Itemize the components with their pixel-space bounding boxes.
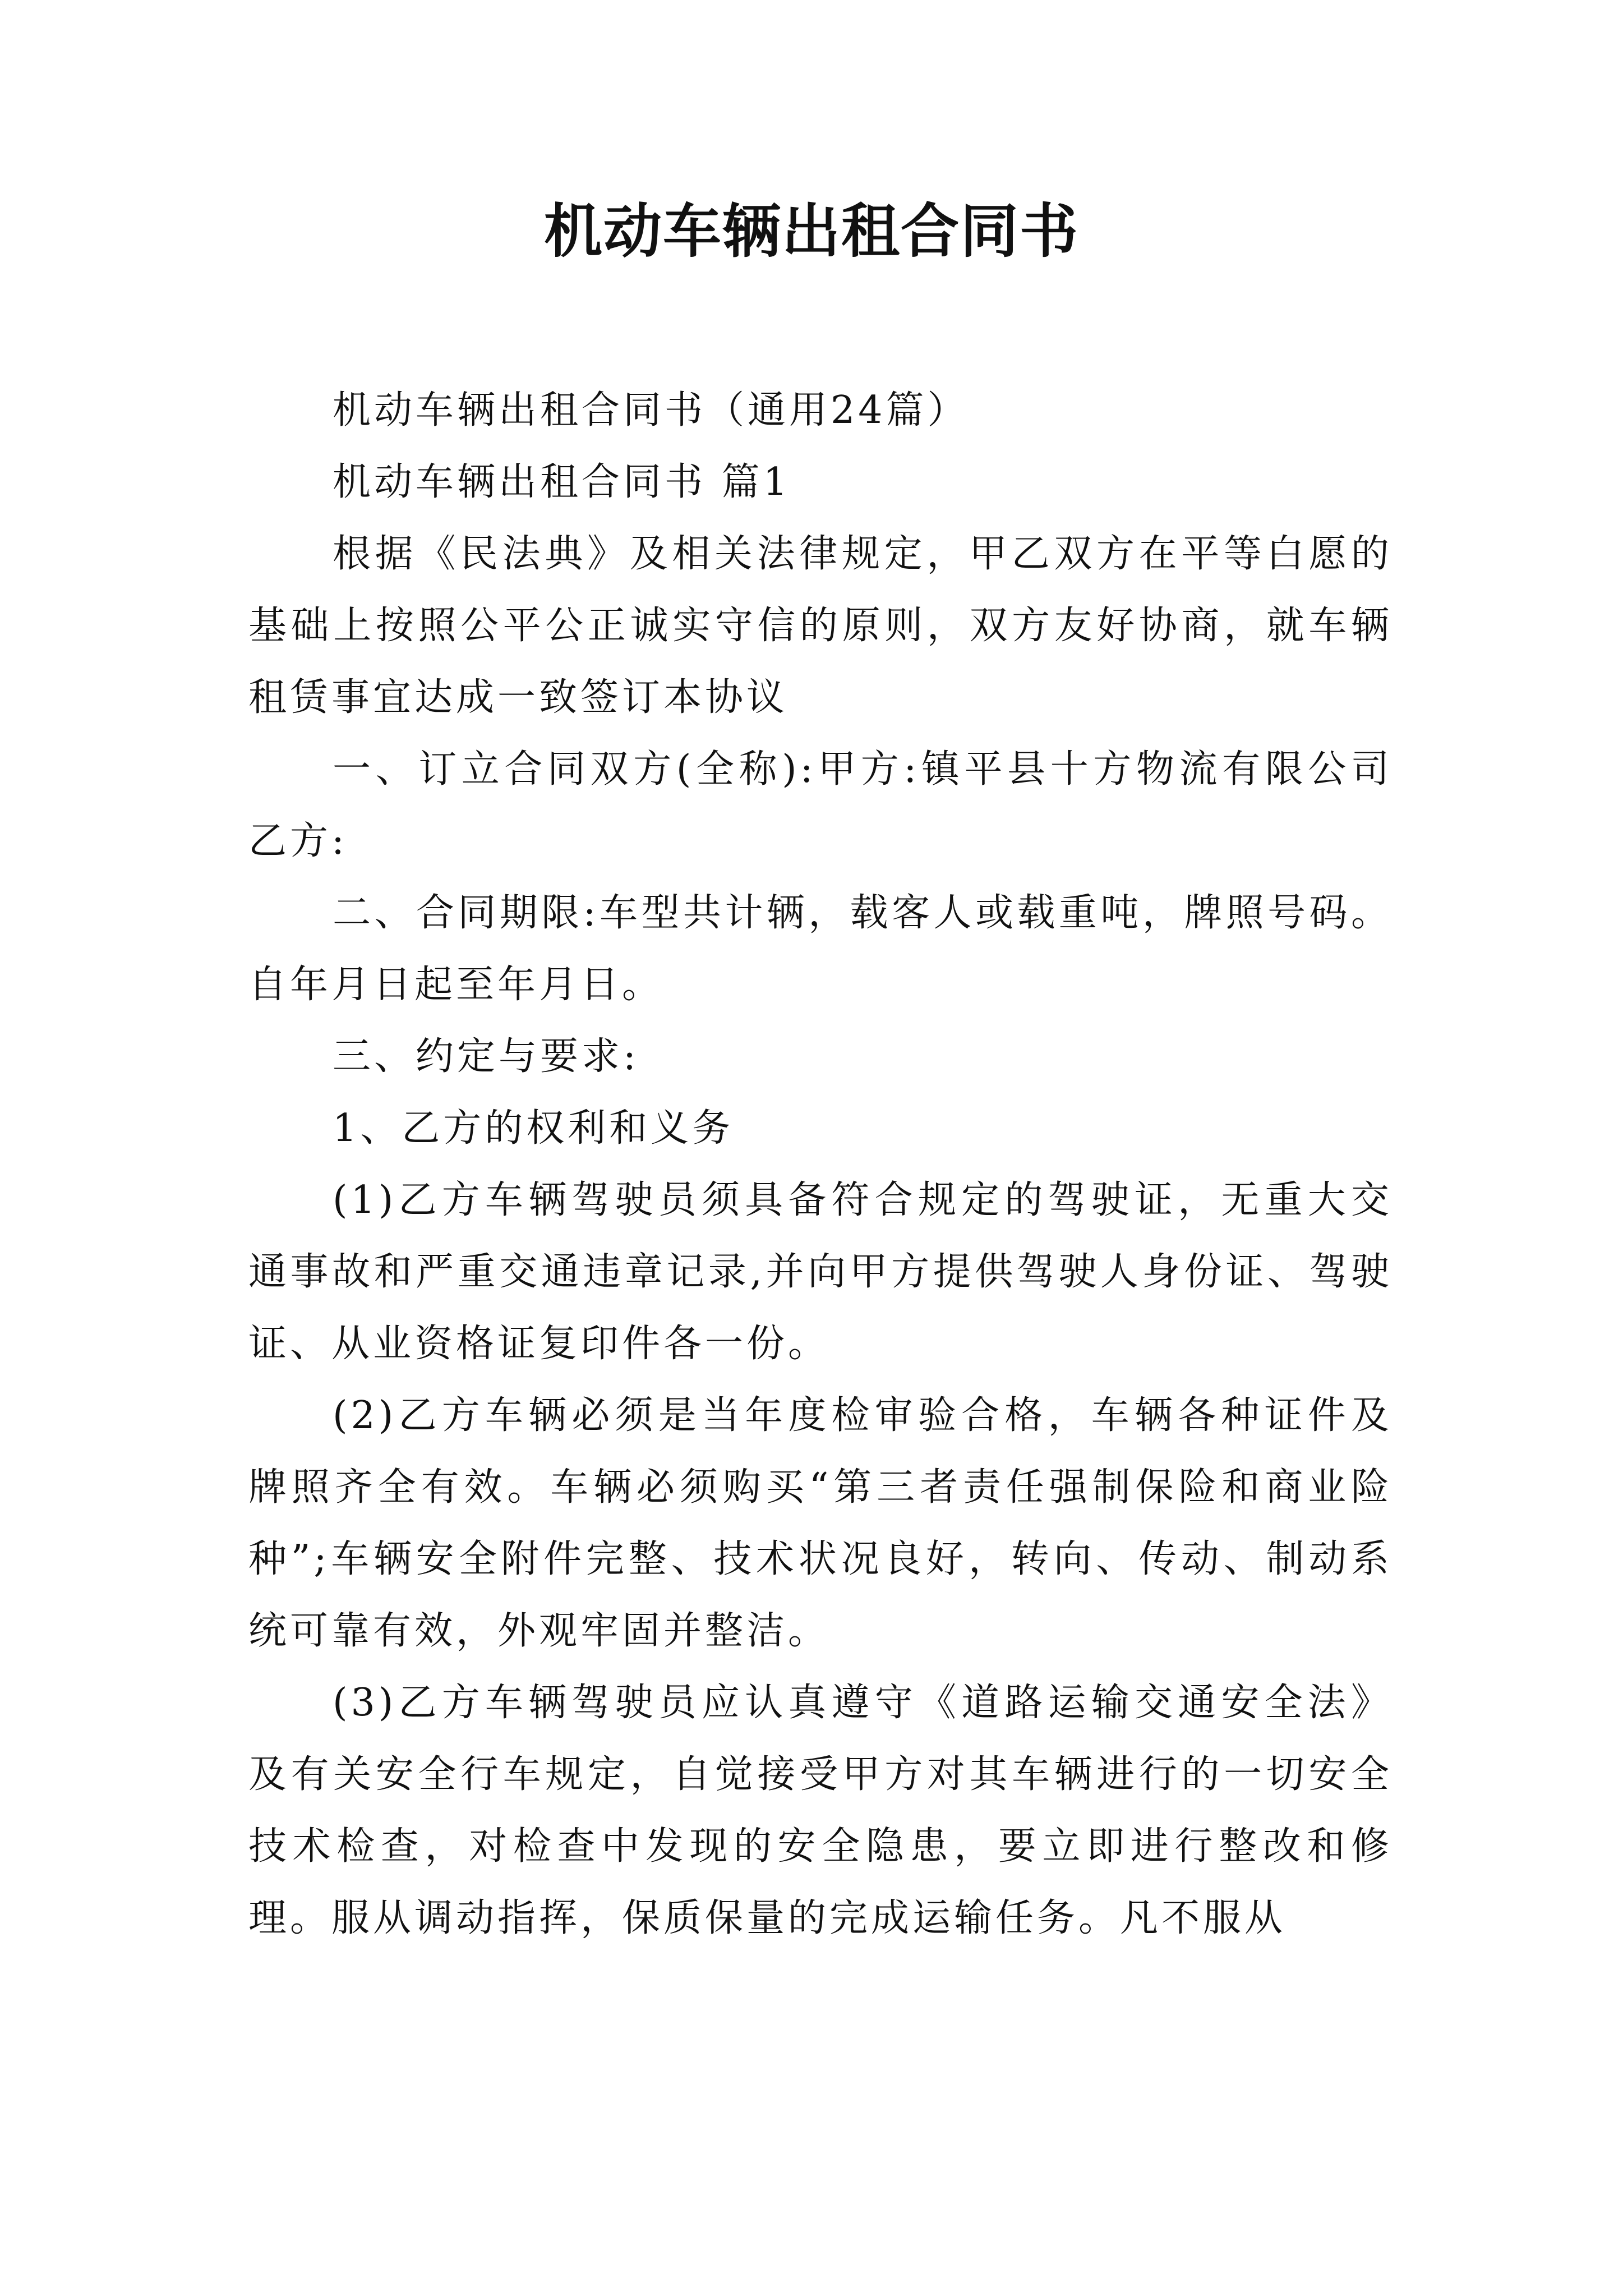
paragraph-item-1: (1)乙方车辆驾驶员须具备符合规定的驾驶证，无重大交通事故和严重交通违章记录,并向甲方提供驾驶人身份证、驾驶证、从业资格证复印件各一份。: [248, 1178, 1393, 1366]
paragraph-section-heading: 机动车辆出租合同书 篇1: [333, 460, 791, 504]
document-title: 机动车辆出租合同书: [543, 196, 1079, 265]
paragraph-clause-1: 一、订立合同双方(全称):甲方:镇平县十方物流有限公司乙方:: [248, 747, 1393, 863]
paragraph-subtitle: 机动车辆出租合同书（通用24篇）: [333, 388, 969, 432]
paragraph-item-3: (3)乙方车辆驾驶员应认真遵守《道路运输交通安全法》及有关安全行车规定，自觉接受甲方对其车辆进行的一切安全技术检查，对检查中发现的安全隐患，要立即进行整改和修理。服从调动指挥，保质保量的完成运输任务。凡不服从: [248, 1681, 1393, 1940]
paragraph-preamble: 根据《民法典》及相关法律规定，甲乙双方在平等白愿的基础上按照公平公正诚实守信的原则，双方友好协商，就车辆租赁事宜达成一致签订本协议: [248, 532, 1393, 720]
paragraph-clause-3: 三、约定与要求:: [333, 1034, 639, 1079]
paragraph-subclause-1: 1、乙方的权利和义务: [333, 1106, 734, 1151]
document-body: [248, 375, 1393, 1954]
paragraph-item-2: (2)乙方车辆必须是当年度检审验合格，车辆各种证件及牌照齐全有效。车辆必须购买“第三者责任强制保险和商业险种”;车辆安全附件完整、技术状况良好，转向、传动、制动系统可靠有效，外观牢固并整洁。: [248, 1393, 1393, 1653]
paragraph-clause-2: 二、合同期限:车型共计辆，载客人或载重吨，牌照号码。自年月日起至年月日。: [248, 891, 1393, 1007]
